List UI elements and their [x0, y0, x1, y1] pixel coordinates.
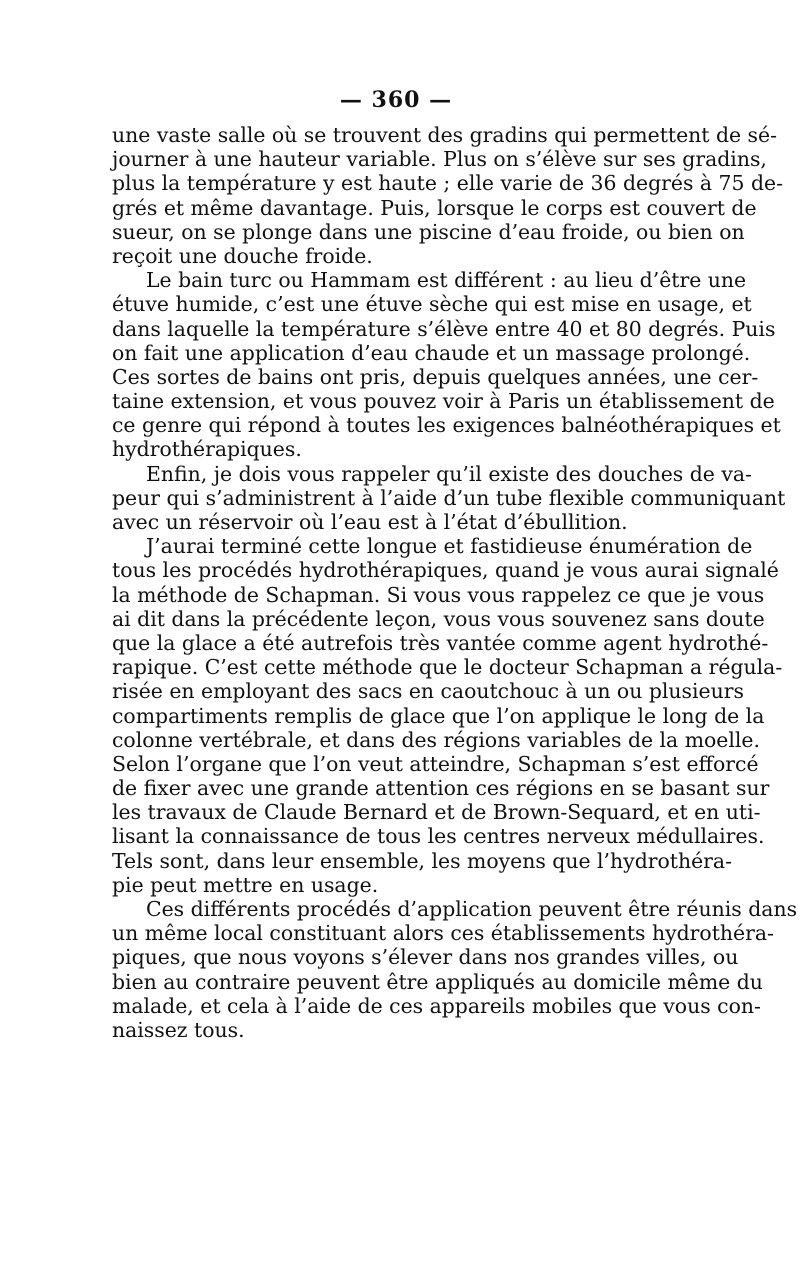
text-line: étuve humide, c’est une étuve sèche qui est mise en usage, et [112, 292, 752, 317]
text-line: la méthode de Schapman. Si vous vous rappelez ce que je vous [112, 582, 765, 607]
text-line: rapique. C’est cette méthode que le docteur Schapman a régula- [112, 655, 783, 680]
page-number: — 360 — [339, 87, 453, 113]
text-line: Le bain turc ou Hammam est différent : au lieu d’être une [146, 268, 747, 293]
text-line: lisant la connaissance de tous les centres nerveux médullaires. [112, 824, 765, 849]
text-line: reçoit une douche froide. [112, 243, 373, 268]
text-line: Tels sont, dans leur ensemble, les moyens que l’hydrothéra- [112, 848, 732, 873]
text-line: piques, que nous voyons s’élever dans nos grandes villes, ou [112, 945, 739, 970]
text-line: journer à une hauteur variable. Plus on s’élève sur ses gradins, [112, 147, 767, 172]
text-line: dans laquelle la température s’élève entre 40 et 80 degrés. Puis [112, 316, 776, 341]
text-line: de fixer avec une grande attention ces régions en se basant sur [112, 776, 770, 801]
text-line: J’aurai terminé cette longue et fastidieuse énumération de [146, 534, 753, 559]
text-line: un même local constituant alors ces établissements hydrothéra- [112, 921, 774, 946]
text-line: on fait une application d’eau chaude et un massage prolongé. [112, 340, 751, 365]
text-line: Selon l’organe que l’on veut atteindre, Schapman s’est efforcé [112, 751, 759, 776]
text-line: colonne vertébrale, et dans des régions variables de la moelle. [112, 727, 760, 752]
book-page [112, 85, 798, 1042]
text-line: compartiments remplis de glace que l’on applique le long de la [112, 703, 765, 728]
text-line: peur qui s’administrent à l’aide d’un tube flexible communiquant [112, 485, 786, 510]
text-line: risée en employant des sacs en caoutchouc à un ou plusieurs [112, 679, 744, 704]
text-line: hydrothérapiques. [112, 437, 302, 462]
body-text [112, 123, 798, 1042]
text-line: sueur, on se plonge dans une piscine d’eau froide, ou bien on [112, 219, 745, 244]
text-line: bien au contraire peuvent être appliqués au domicile même du [112, 969, 763, 994]
text-line: tous les procédés hydrothérapiques, quand je vous aurai signalé [112, 558, 779, 583]
text-line: pie peut mettre en usage. [112, 872, 379, 897]
text-line: malade, et cela à l’aide de ces appareils mobiles que vous con- [112, 993, 761, 1018]
text-line: les travaux de Claude Bernard et de Brown-Sequard, et en uti- [112, 800, 761, 825]
text-line: taine extension, et vous pouvez voir à Paris un établissement de [112, 389, 775, 414]
text-line: Ces différents procédés d’application peuvent être réunis dans [146, 897, 798, 921]
text-line: Ces sortes de bains ont pris, depuis quelques années, une cer- [112, 364, 759, 389]
text-line: plus la température y est haute ; elle varie de 36 degrés à 75 de- [112, 171, 783, 196]
text-line: que la glace a été autrefois très vantée comme agent hydrothé- [112, 630, 769, 655]
text-line: grés et même davantage. Puis, lorsque le corps est couvert de [112, 195, 757, 220]
text-line: ai dit dans la précédente leçon, vous vous souvenez sans doute [112, 606, 765, 631]
text-line: une vaste salle où se trouvent des gradins qui permettent de sé- [112, 123, 777, 147]
text-line: avec un réservoir où l’eau est à l’état d’ébullition. [112, 510, 628, 534]
text-line: ce genre qui répond à toutes les exigences balnéothérapiques et [112, 413, 781, 438]
text-line: naissez tous. [112, 1017, 245, 1042]
text-line: Enfin, je dois vous rappeler qu’il existe des douches de va- [146, 461, 752, 486]
